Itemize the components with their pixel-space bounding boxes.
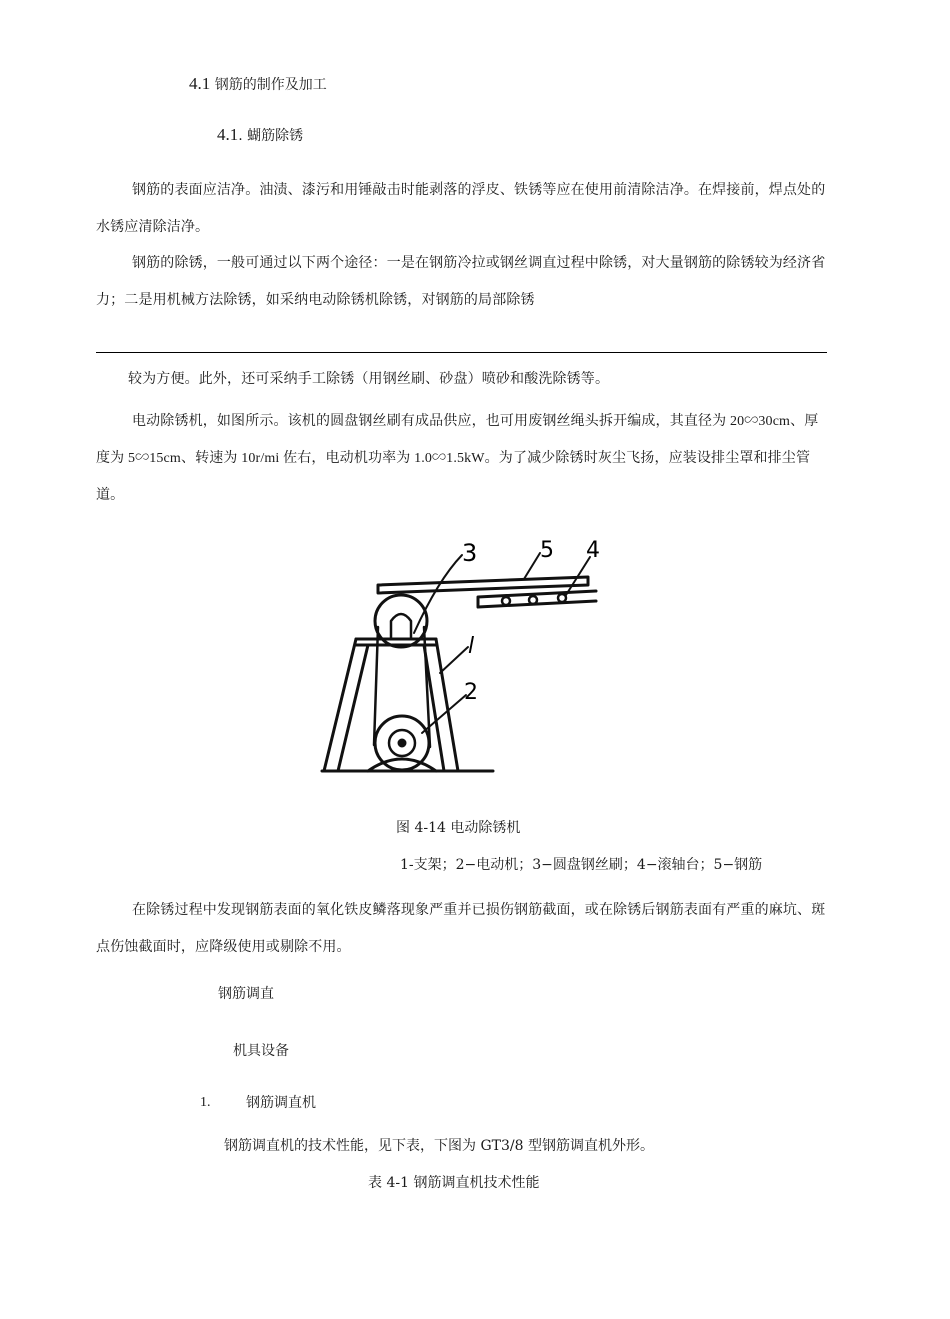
paragraph-degrade-use: 在除锈过程中发现钢筋表面的氧化铁皮鳞落现象严重并已损伤钢筋截面，或在除锈后钢筋表面有严重的麻坑、斑点伤蚀截面时，应降级使用或剔除不用。 xyxy=(96,902,826,955)
heading-4-1-text: 钢筋的制作及加工 xyxy=(210,77,327,93)
table-caption: 表 4-1 钢筋调直机技术性能 xyxy=(368,1175,540,1191)
callout-3: 3 xyxy=(462,539,478,567)
callout-1: l xyxy=(468,634,475,659)
straightener-description: 钢筋调直机的技术性能，见下表，下图为 GT3/8 型钢筋调直机外形。 xyxy=(224,1138,654,1154)
derusting-machine-figure xyxy=(318,535,608,780)
page-divider xyxy=(96,352,827,353)
stand-left-leg xyxy=(324,639,368,771)
paragraph-electric-derusting: 电动除锈机，如图所示。该机的圆盘钢丝刷有成品供应，也可用废钢丝绳头拆开编成，其直径为 20∽30cm、厚度为 5∽15cm、转速为 10r/mi 佐右，电动机功率为 1.0∽1.5kW。为了减少除锈时灰尘飞扬，应装设排尘罩和排尘管道。 xyxy=(96,414,819,503)
heading-4-1-1-number: 4.1 xyxy=(217,125,239,144)
heading-4-1 xyxy=(189,74,327,95)
callout-2: 2 xyxy=(464,680,478,705)
callout-4: 4 xyxy=(586,538,600,563)
heading-4-1-1-text: . 蝴筋除锈 xyxy=(238,128,304,144)
section-straightening: 钢筋调直 xyxy=(218,986,274,1002)
callout-5: 5 xyxy=(540,538,554,563)
paragraph-surface-clean: 钢筋的表面应洁净。油渍、漆污和用锤敲击时能剥落的浮皮、铁锈等应在使用前清除洁净。在焊接前，焊点处的水锈应清除洁净。 xyxy=(96,182,826,235)
paragraph-rust-methods: 钢筋的除锈，一般可通过以下两个途径：一是在钢筋冷拉或钢丝调直过程中除锈，对大量钢筋的除锈较为经济省力；二是用机械方法除锈，如采纳电动除锈机除锈，对钢筋的局部除锈 xyxy=(96,255,826,308)
figure-caption: 图 4-14 电动除锈机 xyxy=(396,820,521,836)
steel-bar-shape xyxy=(378,577,588,593)
heading-4-1-number: 4.1 xyxy=(189,74,211,93)
heading-4-1-1 xyxy=(217,125,303,146)
figure-legend: 1-支架；2−电动机；3−圆盘钢丝刷；4−滚轴台；5−钢筋 xyxy=(400,857,763,873)
list-item-straightener: 钢筋调直机 xyxy=(246,1095,316,1111)
list-item-number: 1. xyxy=(200,1095,211,1110)
paragraph-manual-rust: 较为方便。此外，还可采纳手工除锈（用钢丝刷、砂盘）喷砂和酸洗除锈等。 xyxy=(128,371,610,387)
subsection-equipment: 机具设备 xyxy=(233,1043,289,1059)
